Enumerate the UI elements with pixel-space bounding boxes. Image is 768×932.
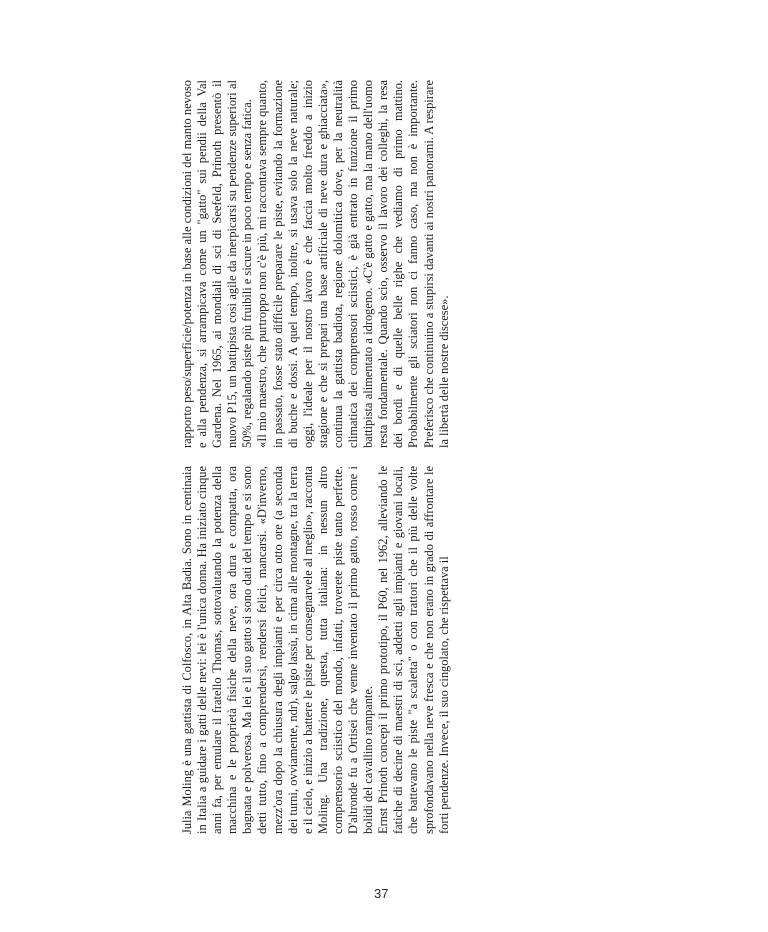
rotated-text-block (180, 70, 530, 870)
paragraph: Ernst Prinoth concepì il primo prototipo, il P60, nel 1962, alleviando le fatiche di decine di maestri di sci, addetti agli impianti e giovani locali, che battevano le piste "a scaletta" o con trattori che il più delle volte sprofondavano nella neve fresca e che non erano in grado di affrontare le forti pendenze. Invece, il suo cingolato, che rispettava il (376, 466, 451, 834)
paragraph: Julia Moling è una gattista di Colfosco, in Alta Badia. Sono in centinaia in Italia a guidare i gatti delle nevi: lei è l'unica donna. Ha iniziato cinque anni fa, per emulare il fratello Thomas, sottovalutando la potenza della macchina e le proprietà fisiche della neve, ora dura e compatta, ora bagnata e polverosa. Ma lei e il suo gatto si sono dati del tempo e si sono detti tutto, fino a comprendersi, rendersi felici, mancarsi. «D'inverno, mezz'ora dopo la chiusura degli impianti e per circa otto ore (a seconda dei turni, ovviamente, ndr), salgo lassù, in cima alle montagne, tra la terra e il cielo, e inizio a battere le piste per consegnarvele al meglio», racconta Moling. Una tradizione, questa, tutta italiana: in nessun altro comprensorio sciistico del mondo, infatti, troverete piste tanto perfette. D'altronde fu a Ortisei che venne inventato il primo gatto, rosso come i bolidi del cavallino rampante. (180, 466, 376, 834)
text-column-right (180, 80, 530, 448)
page-number: 37 (374, 886, 389, 901)
paragraph: «Il mio maestro, che purtroppo non c'è più, mi raccontava sempre quanto, in passato, fosse stato difficile preparare le piste, evitando la formazione di buche e dossi. A quel tempo, inoltre, si usava solo la neve naturale; oggi, l'ideale per il nostro lavoro è che faccia molto freddo a inizio stagione e che si prepari una base artificiale di neve dura e ghiacciata», continua la gattista badiota, regione dolomitica dove, per la neutralità climatica dei comprensori sciistici, è già entrato in funzione il primo battipista alimentato a idrogeno. «C'è gatto e gatto, ma la mano dell'uomo resta fondamentale. Quando scio, osservo il lavoro dei colleghi, la resa dei bordi e di quelle belle righe che vediamo di primo mattino. Probabilmente gli sciatori non ci fanno caso, ma non è importante. Preferisco che continuino a stupirsi davanti ai nostri panorami. A respirare la libertà delle nostre discese». (255, 80, 451, 448)
paragraph: rapporto peso/superficie/potenza in base alle condizioni del manto nevoso e alla pendenza, si arrampicava come un "gatto" sui pendii della Val Gardena. Nel 1965, ai mondiali di sci di Seefeld, Prinoth presentò il nuovo P15, un battipista così agile da inerpicarsi su pendenze superiori al 50%, regalando piste più fruibili e sicure in poco tempo e senza fatica. (180, 80, 255, 448)
text-column-left (180, 466, 530, 834)
